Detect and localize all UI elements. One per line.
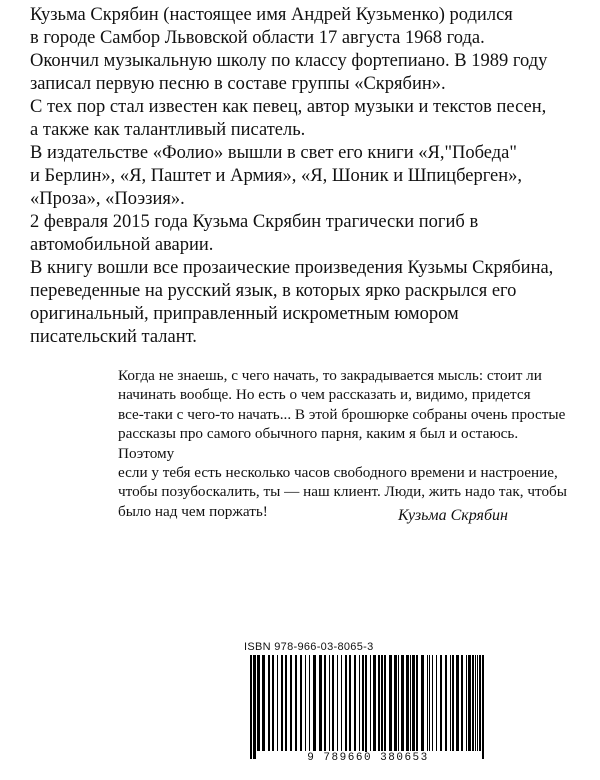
barcode-bar — [354, 655, 356, 751]
barcode-bar — [349, 655, 351, 751]
bio-line: писательский талант. — [30, 327, 197, 347]
barcode-bar — [309, 655, 310, 751]
barcode-bar — [466, 655, 467, 751]
barcode-digits-text: 9 789660 380653 — [307, 752, 429, 764]
quote-line: было над чем поржать! — [118, 502, 268, 520]
barcode-bar — [445, 655, 447, 751]
barcode-bar — [384, 655, 386, 751]
barcode-bar — [472, 655, 474, 751]
barcode-bar — [406, 655, 409, 751]
barcode-bar — [313, 655, 316, 751]
barcode-bar — [381, 655, 383, 751]
bio-line: В книгу вошли все прозаические произведения Кузьмы Скрябина, — [30, 258, 554, 278]
barcode-bar — [268, 655, 270, 751]
barcode-bar — [398, 655, 399, 751]
author-quote — [118, 366, 578, 521]
quote-line: Когда не знаешь, с чего начать, то закрадывается мысль: стоит ли — [118, 367, 542, 384]
isbn-barcode — [244, 655, 492, 765]
author-biography — [30, 4, 582, 349]
barcode-bar — [461, 655, 463, 751]
barcode-bar — [416, 655, 418, 751]
bio-line: Кузьма Скрябин (настоящее имя Андрей Кузьменко) родился — [30, 5, 513, 25]
quote-line: начинать вообще. Но есть о чем рассказать и, видимо, придется — [118, 386, 531, 404]
barcode-bar — [475, 655, 476, 751]
barcode-bar — [277, 655, 278, 751]
bio-line: «Проза», «Поэзия». — [30, 189, 185, 209]
barcode-bar — [479, 655, 481, 751]
barcode-bar — [257, 655, 260, 751]
barcode-bar — [324, 655, 326, 751]
barcode-bar — [329, 655, 330, 751]
barcode-bar — [436, 655, 437, 751]
barcode-bar — [305, 655, 306, 751]
barcode-bar — [394, 655, 397, 751]
barcode-bar — [389, 655, 392, 751]
barcode-bar — [253, 655, 256, 759]
quote-line: если у тебя есть несколько часов свободного времени и настроение, — [118, 464, 558, 482]
barcode-bar — [345, 655, 347, 751]
barcode-bar — [410, 655, 411, 751]
quote-author-signature: Кузьма Скрябин — [398, 507, 508, 524]
bio-line: С тех пор стал известен как певец, автор музыки и текстов песен, — [30, 97, 547, 117]
bio-line: В издательстве «Фолио» вышли в свет его книги «Я,"Победа" — [30, 143, 517, 163]
bio-line: Окончил музыкальную школу по классу фортепиано. В 1989 году — [30, 51, 548, 71]
bio-line: переведенные на русский язык, в которых ярко раскрылся его — [30, 281, 517, 301]
bio-line: автомобильной аварии. — [30, 235, 214, 255]
isbn-label: ISBN 978-966-03-8065-3 — [244, 641, 374, 653]
barcode-bar — [373, 655, 376, 751]
barcode-bar — [319, 655, 322, 751]
barcode-bar — [370, 655, 371, 751]
barcode-bar — [250, 655, 252, 759]
barcode-bar — [421, 655, 424, 751]
bio-line: записал первую песню в составе группы «Скрябин». — [30, 74, 446, 94]
barcode-bar — [468, 655, 471, 751]
barcode-bar — [300, 655, 302, 751]
bio-line: в городе Самбор Львовской области 17 августа 1968 года. — [30, 28, 485, 48]
barcode-bar — [432, 655, 433, 751]
barcode-bar — [341, 655, 342, 751]
barcode-digits — [244, 752, 492, 764]
barcode-bar — [281, 655, 283, 751]
barcode-bar — [429, 655, 430, 751]
bio-line: 2 февраля 2015 года Кузьма Скрябин трагически погиб в — [30, 212, 479, 232]
bio-line: оригинальный, приправленный искрометным юмором — [30, 304, 459, 324]
bio-line: и Берлин», «Я, Паштет и Армия», «Я, Шоник и Шпицберген», — [30, 166, 523, 186]
barcode-bar — [337, 655, 338, 751]
barcode-bar — [482, 655, 484, 759]
barcode-bar — [359, 655, 360, 751]
barcode-bar — [440, 655, 442, 751]
barcode-bar — [285, 655, 287, 751]
barcode-bar — [272, 655, 274, 751]
barcode-bar — [452, 655, 454, 751]
barcode-bar — [401, 655, 404, 751]
barcode-bar — [427, 655, 428, 751]
bio-line: а также как талантливый писатель. — [30, 120, 306, 140]
barcode-bar — [362, 655, 364, 751]
barcode-bar — [412, 655, 415, 751]
barcode-bars — [244, 655, 492, 759]
barcode-bar — [290, 655, 292, 751]
barcode-bar — [477, 655, 478, 751]
quote-line: все-таки с чего-то начать... В этой брошюрке собраны очень простые — [118, 405, 566, 423]
barcode-bar — [365, 655, 367, 759]
barcode-bar — [456, 655, 459, 751]
barcode-bar — [450, 655, 451, 751]
barcode-bar — [295, 655, 297, 751]
barcode-bar — [262, 655, 265, 751]
quote-line: рассказы про самого обычного парня, каким я был и остаюсь. Поэтому — [118, 425, 519, 462]
barcode-bar — [378, 655, 380, 751]
barcode-bar — [332, 655, 334, 751]
quote-line: чтобы позубоскалить, ты — наш клиент. Люди, жить надо так, чтобы — [118, 483, 567, 501]
